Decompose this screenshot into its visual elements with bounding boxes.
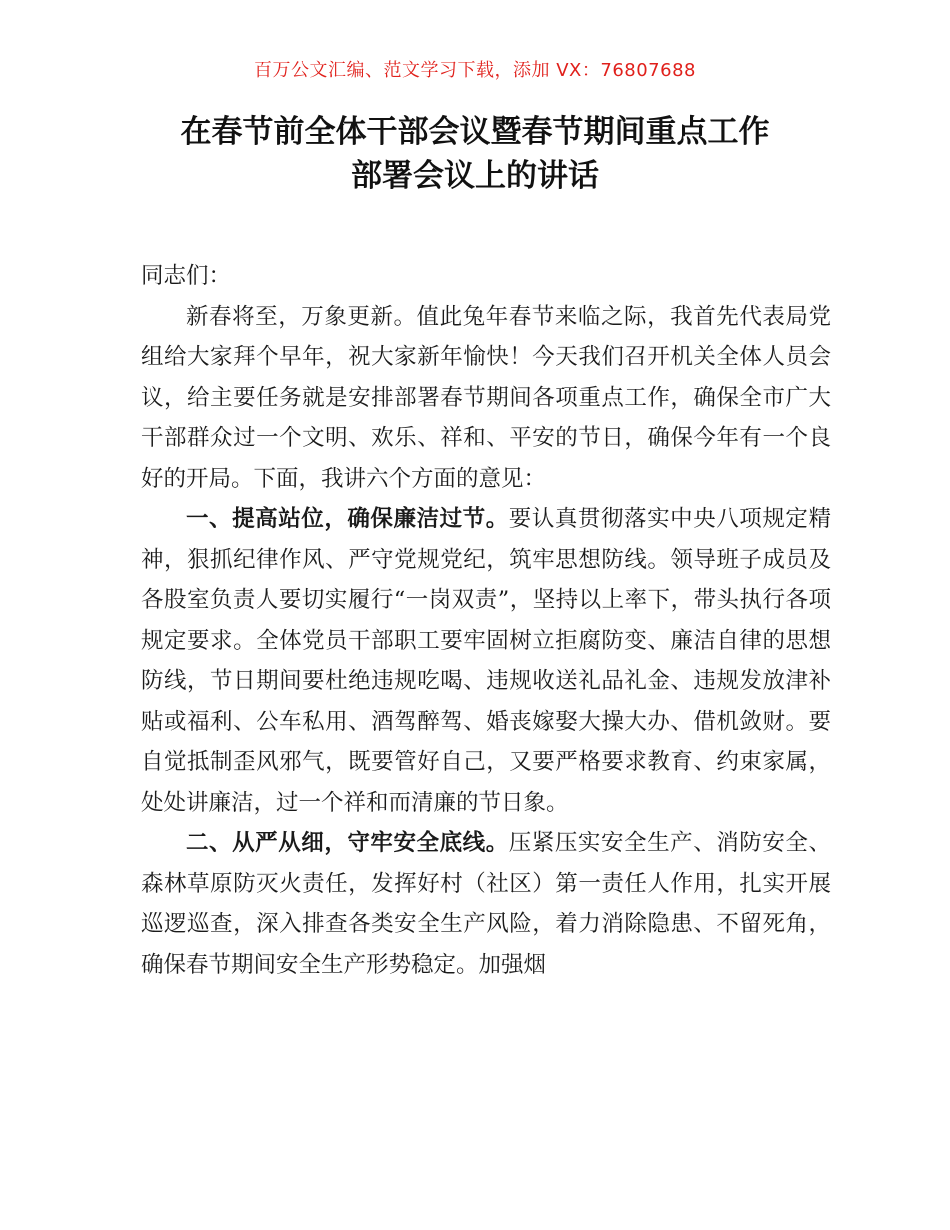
page-title-line-2: 部署会议上的讲话 [351, 158, 599, 194]
section-1-heading: 一、提高站位，确保廉洁过节。 [186, 506, 509, 532]
page-title-line-1: 在春节前全体干部会议暨春节期间重点工作 [180, 114, 770, 150]
salutation: 同志们： [141, 263, 232, 289]
paragraph-intro [141, 297, 831, 500]
paragraph-section-2 [141, 823, 831, 985]
paragraph-section-1 [141, 499, 831, 823]
section-1-text: 要认真贯彻落实中央八项规定精神，狠抓纪律作风、严守党规党纪，筑牢思想防线。领导班子成员及各股室负责人要切实履行“一岗双责”，坚持以上率下，带头执行各项规定要求。全体党员干部职工要牢固树立拒腐防变、廉洁自律的思想防线，节日期间要杜绝违规吃喝、违规收送礼品礼金、违规发放津补贴或福利、公车私用、酒驾醉驾、婚丧嫁娶大操大办、借机敛财。要自觉抵制歪风邪气，既要管好自己，又要严格要求教育、约束家属，处处讲廉洁，过一个祥和而清廉的节日象。 [141, 506, 831, 816]
page-title [60, 110, 890, 198]
section-2-heading: 二、从严从细，守牢安全底线。 [186, 830, 509, 856]
document-body [141, 256, 831, 985]
section-2-text: 压紧压实安全生产、消防安全、森林草原防灭火责任，发挥好村（社区）第一责任人作用，扎实开展巡逻巡查，深入排查各类安全生产风险，着力消除隐患、不留死角，确保春节期间安全生产形势稳定。加强烟 [141, 830, 831, 978]
download-notice: 百万公文汇编、范文学习下载，添加 VX：76807688 [254, 60, 696, 81]
paragraph-intro-text: 新春将至，万象更新。值此兔年春节来临之际，我首先代表局党组给大家拜个早年，祝大家新年愉快！今天我们召开机关全体人员会议，给主要任务就是安排部署春节期间各项重点工作，确保全市广大干部群众过一个文明、欢乐、祥和、平安的节日，确保今年有一个良好的开局。下面，我讲六个方面的意见： [141, 303, 831, 492]
